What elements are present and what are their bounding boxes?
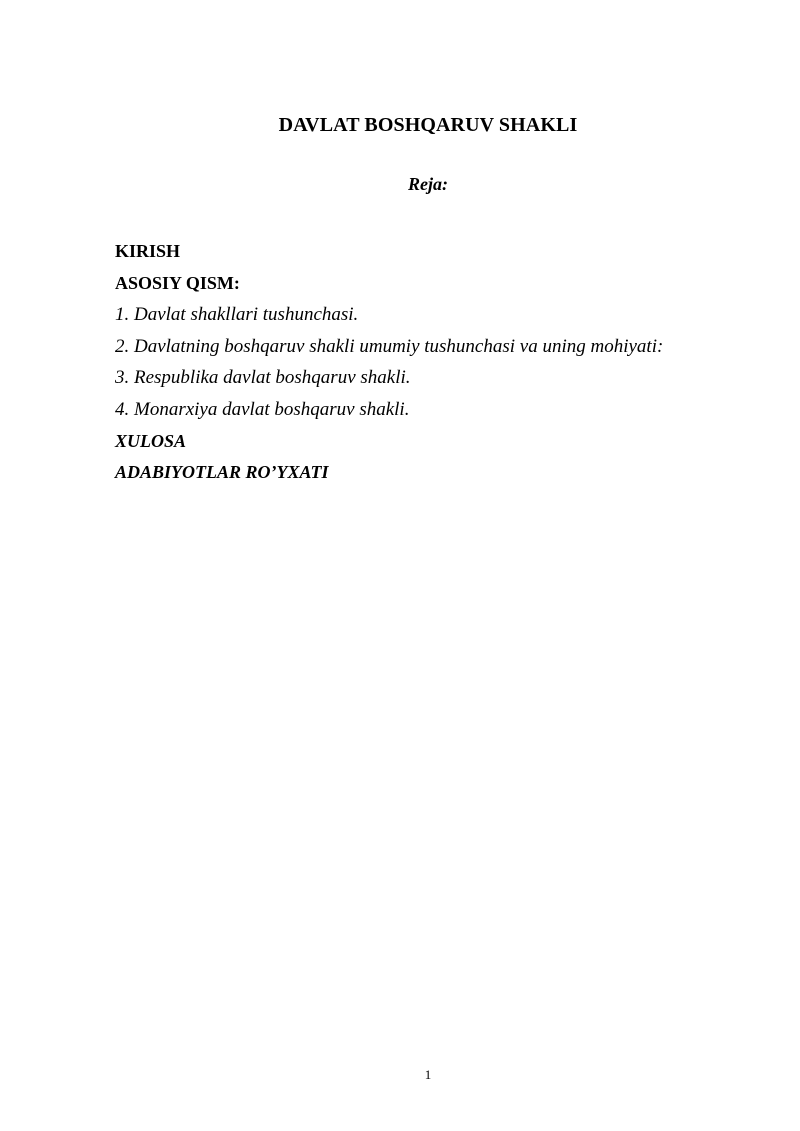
outline-references: ADABIYOTLAR RO’YXATI (115, 462, 329, 483)
outline-item-1: 1. Davlat shakllari tushunchasi. (115, 304, 359, 326)
document-title: DAVLAT BOSHQARUV SHAKLI (278, 114, 578, 136)
outline-intro: KIRISH (115, 241, 181, 261)
outline-conclusion: XULOSA (115, 430, 187, 451)
plan-heading: Reja: (408, 174, 448, 194)
outline-item-4: 4. Monarxiya davlat boshqaruv shakli. (115, 398, 410, 420)
outline-item-2: 2. Davlatning boshqaruv shakli umumiy tushunchasi va uning mohiyati: (115, 335, 664, 357)
outline-item-3: 3. Respublika davlat boshqaruv shakli. (115, 367, 411, 389)
page-number: 1 (424, 1067, 432, 1082)
plan-outline (115, 236, 775, 489)
outline-main-part: ASOSIY QISM: (115, 272, 240, 293)
